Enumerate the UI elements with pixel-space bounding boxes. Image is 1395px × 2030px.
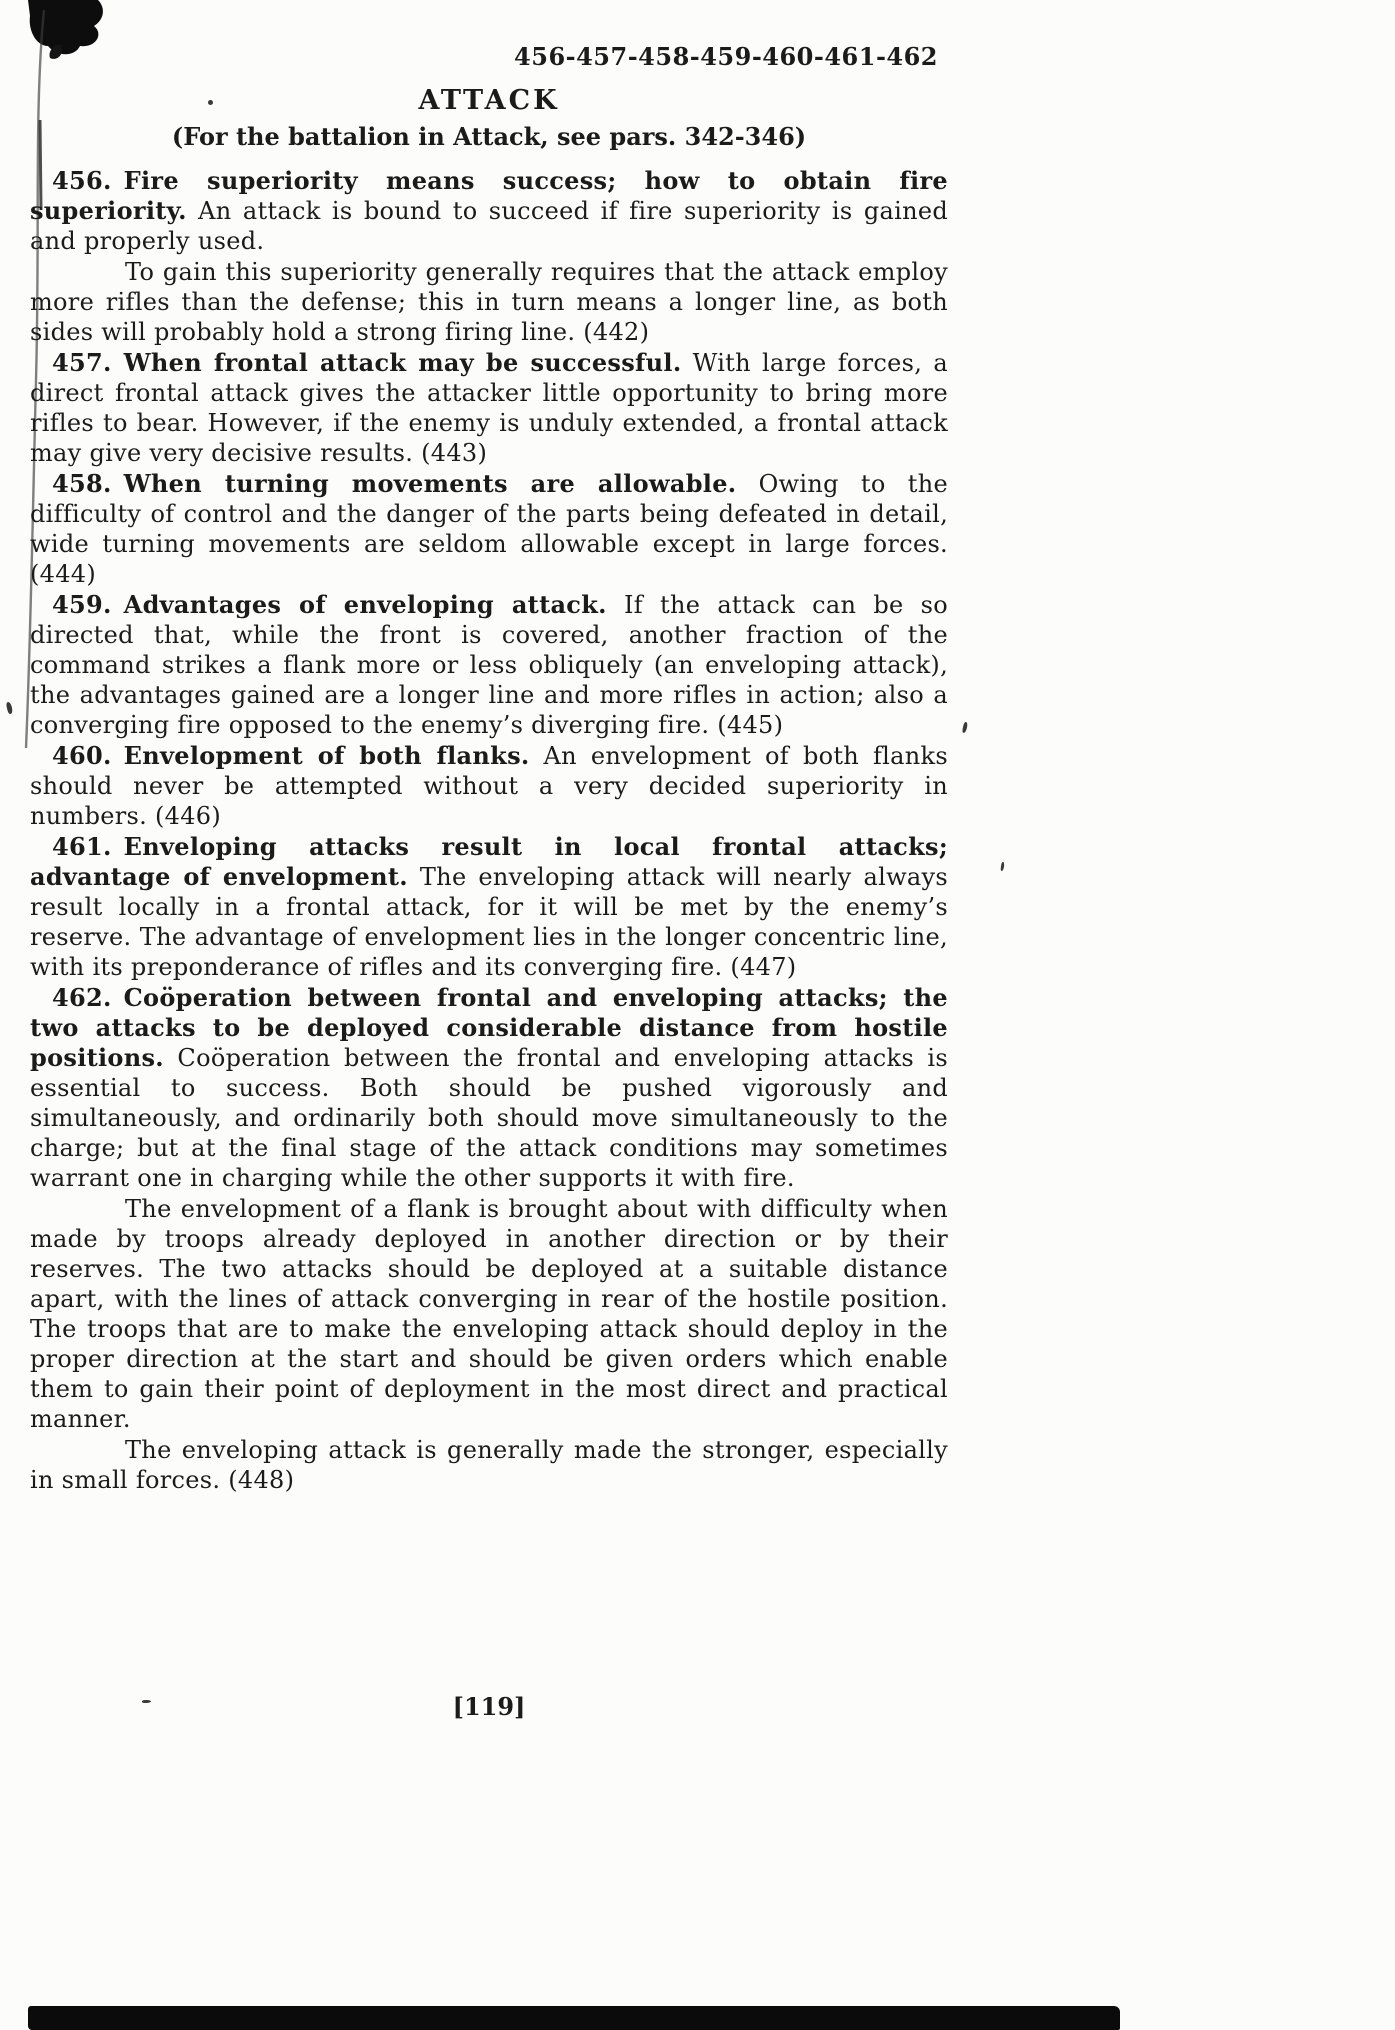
paragraph-body: An envelopment of both flanks should never be attempted without a very decided superiority in numbers. (446)	[30, 742, 948, 830]
header-paragraph-range: 456-457-458-459-460-461-462	[514, 42, 938, 71]
paragraph-number: 459.	[52, 590, 112, 619]
paragraph-462	[30, 983, 948, 1193]
paragraph-number: 460.	[52, 741, 112, 770]
paragraph-body: With large forces, a direct frontal attack gives the attacker little opportunity to bring more rifles to bear. However, if the enemy is unduly extended, a frontal attack may give very decisive results. (443)	[30, 349, 948, 467]
paragraph-459	[30, 590, 948, 740]
paragraph-body: If the attack can be so directed that, while the front is covered, another fraction of the command strikes a flank more or less obliquely (an enveloping attack), the advantages gained are a longer line and more rifles in action; also a converging fire opposed to the enemy’s diverging fire. (445)	[30, 591, 948, 739]
paragraph-body: The envelopment of a flank is brought about with difficulty when made by troops already deployed in another direction or by their reserves. The two attacks should be deployed at a suitable distance apart, with the lines of attack converging in rear of the hostile position. The troops that are to make the enveloping attack should deploy in the proper direction at the start and should be given orders which enable them to gain their point of deployment in the most direct and practical manner.	[30, 1195, 948, 1433]
paragraph-body: The enveloping attack is generally made the stronger, especially in small forces. (448)	[30, 1436, 948, 1494]
paragraph-456-continued	[30, 257, 948, 347]
paragraph-body: The enveloping attack will nearly always result locally in a frontal attack, for it will be met by the enemy’s reserve. The advantage of envelopment lies in the longer concentric line, with its preponderance of rifles and its converging fire. (447)	[30, 863, 948, 981]
paragraph-heading: Advantages of enveloping attack.	[123, 590, 607, 619]
page-title: ATTACK	[418, 85, 560, 116]
paragraph-458	[30, 469, 948, 589]
paragraph-body: Owing to the difficulty of control and the danger of the parts being defeated in detail, wide turning movements are seldom allowable except in large forces. (444)	[30, 470, 948, 588]
scan-speck-artifact	[1000, 862, 1004, 871]
paragraph-body: Coöperation between the frontal and enveloping attacks is essential to success. Both should be pushed vigorously and simultaneously, and ordinarily both should move simultaneously to the charge; but at the final stage of the attack conditions may sometimes warrant one in charging while the other supports it with fire.	[30, 1044, 948, 1192]
page-body	[30, 44, 948, 1496]
paragraph-462-continued-1	[30, 1194, 948, 1434]
page-subtitle: (For the battalion in Attack, see pars. 342-346)	[171, 122, 807, 151]
paragraph-heading: When turning movements are allowable.	[123, 469, 737, 498]
content	[30, 166, 948, 1495]
scan-speck-artifact	[962, 722, 968, 734]
paragraph-number: 456.	[52, 166, 112, 195]
paragraph-460	[30, 741, 948, 831]
paragraph-461	[30, 832, 948, 982]
paragraph-heading: Envelopment of both flanks.	[123, 741, 530, 770]
paragraph-body: To gain this superiority generally requires that the attack employ more rifles than the defense; this in turn means a longer line, as both sides will probably hold a strong firing line. (442)	[30, 258, 948, 346]
paragraph-heading: Coöperation between frontal and enveloping attacks; the two attacks to be deployed considerable distance from hostile positions.	[30, 983, 948, 1072]
paragraph-heading: When frontal attack may be successful.	[123, 348, 682, 377]
page-number: [119]	[452, 1692, 526, 1721]
paragraph-body: An attack is bound to succeed if fire superiority is gained and properly used.	[30, 197, 948, 255]
paragraph-number: 457.	[52, 348, 112, 377]
paragraph-number: 461.	[52, 832, 112, 861]
paragraph-heading: Enveloping attacks result in local frontal attacks; advantage of envelopment.	[30, 832, 948, 891]
paragraph-number: 458.	[52, 469, 112, 498]
paragraph-number: 462.	[52, 983, 112, 1012]
paragraph-456	[30, 166, 948, 256]
paragraph-457	[30, 348, 948, 468]
scan-speck-artifact	[208, 100, 213, 105]
scan-artifact-bar	[28, 2006, 1120, 2030]
paragraph-heading: Fire superiority means success; how to obtain fire superiority.	[30, 166, 948, 225]
paragraph-462-continued-2	[30, 1435, 948, 1495]
